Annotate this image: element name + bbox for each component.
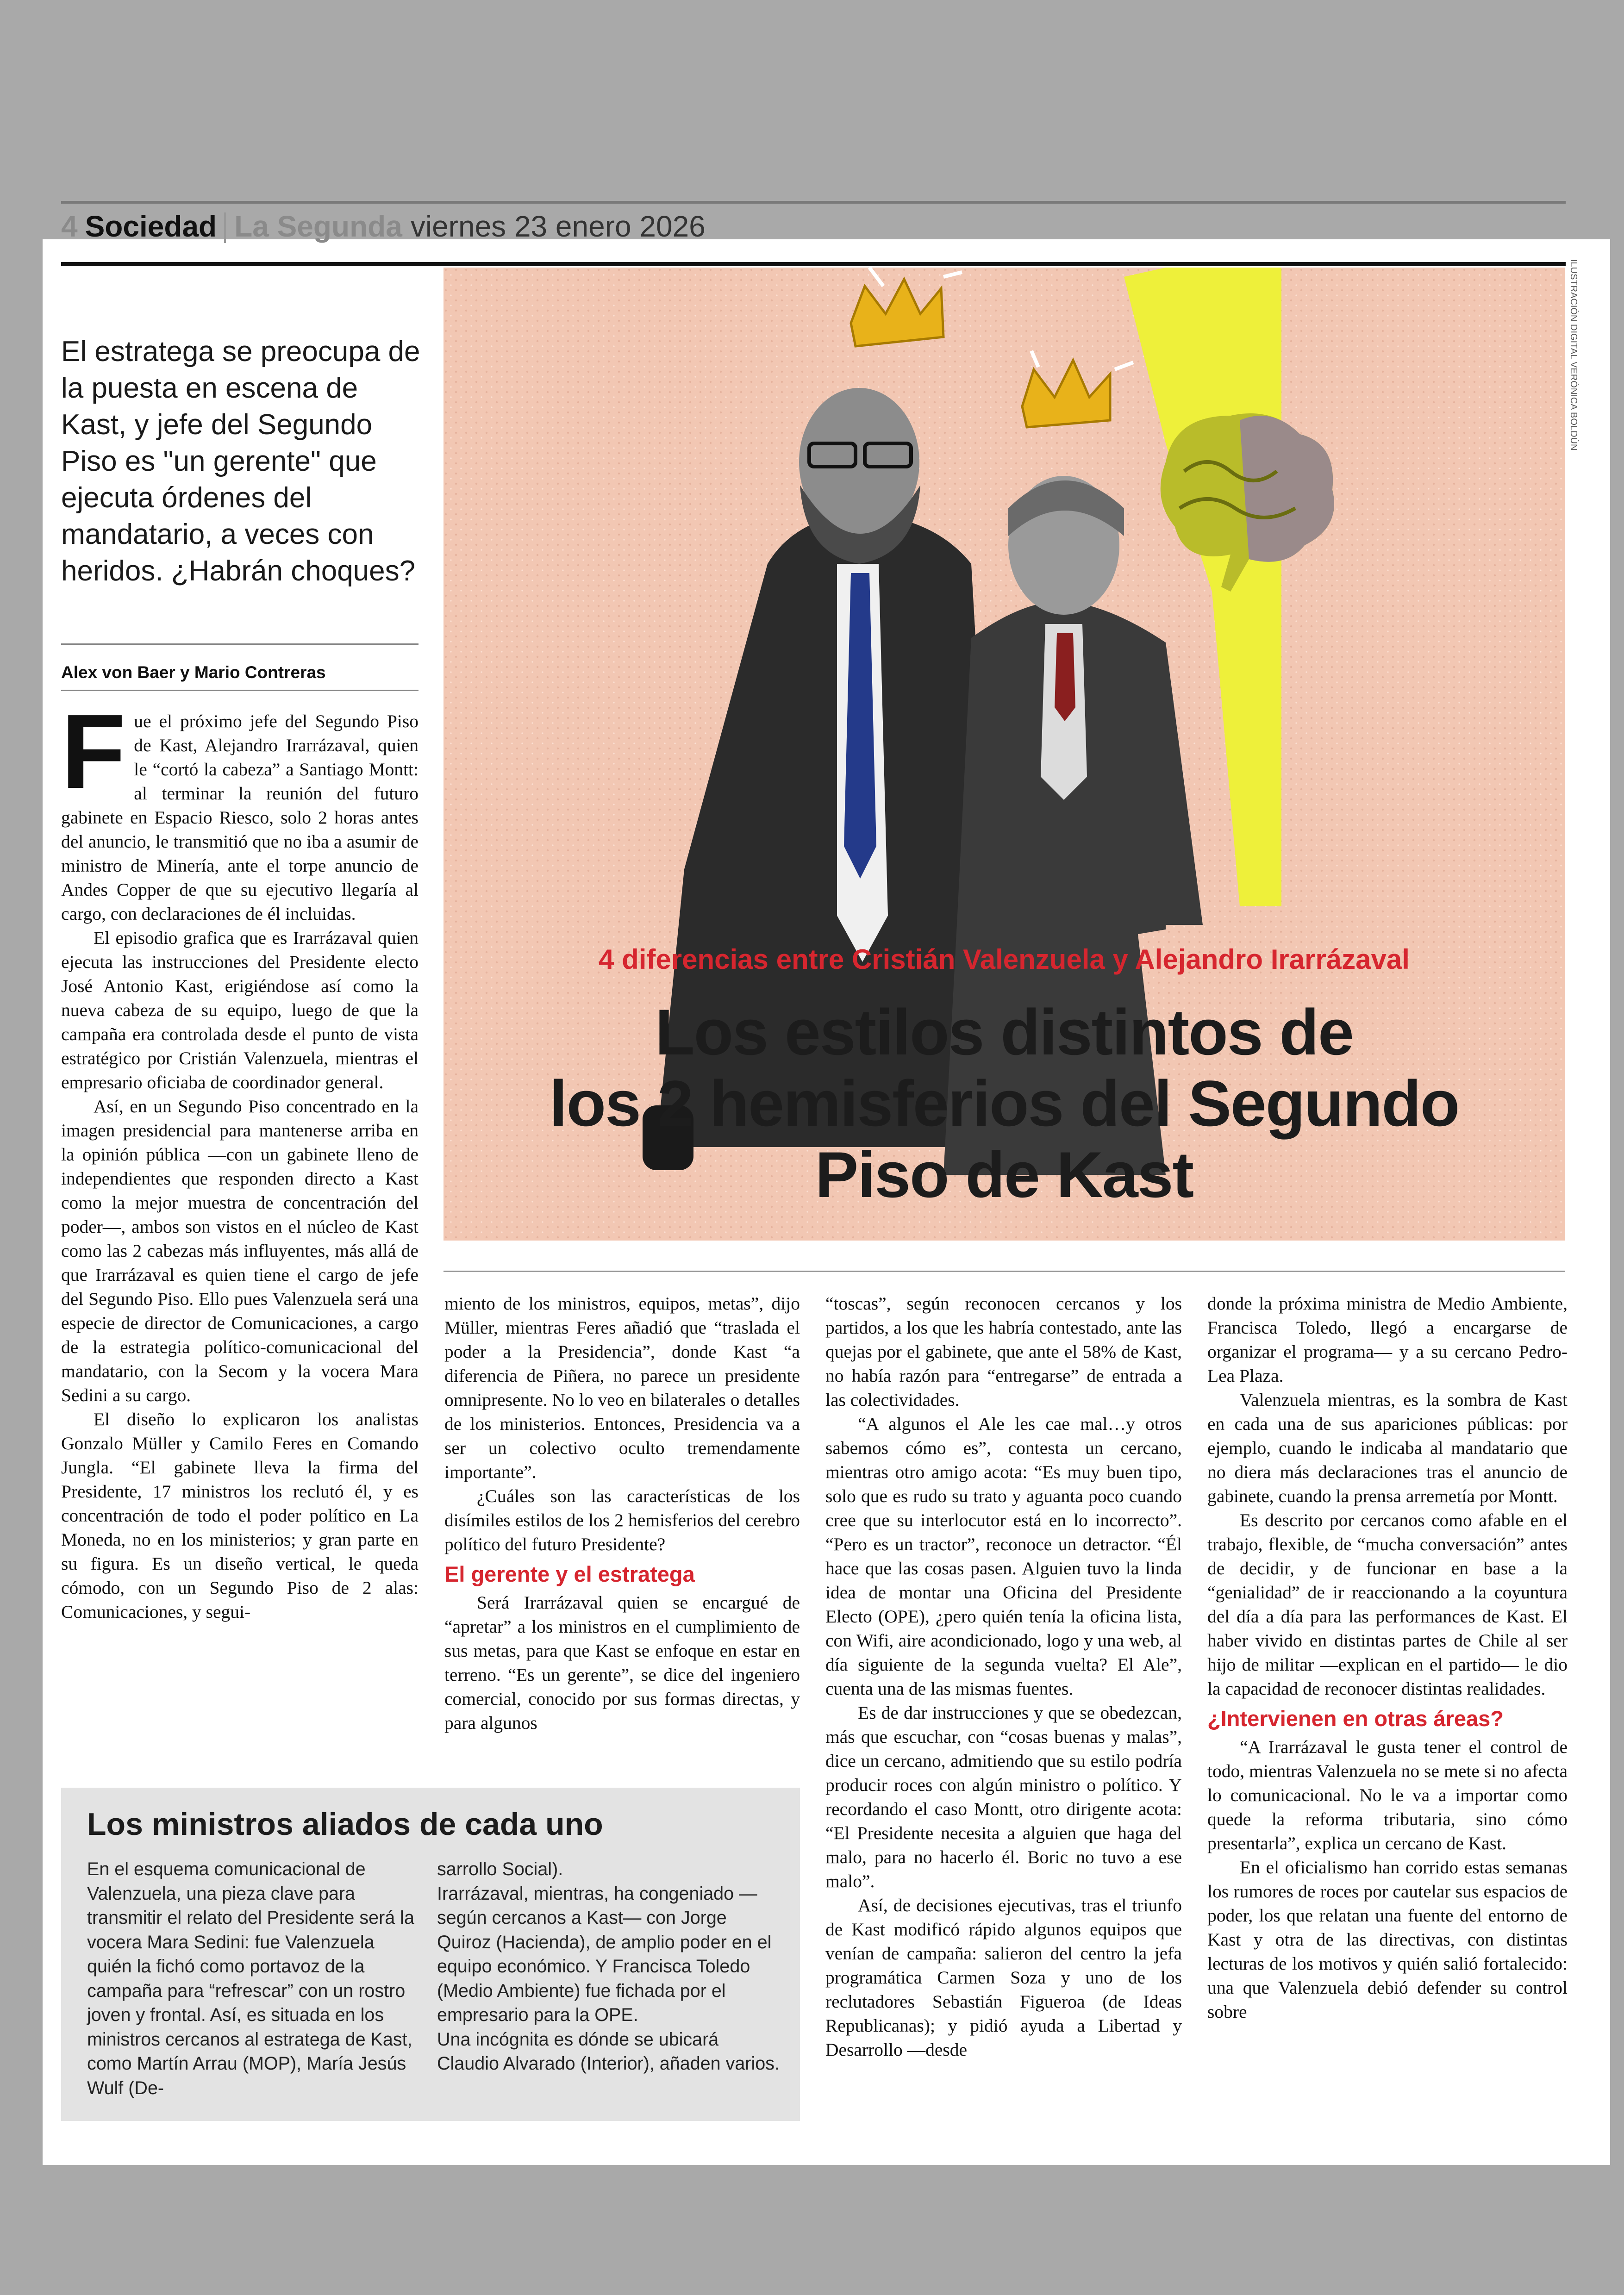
headline-line: los 2 hemisferios del Segundo (549, 1067, 1459, 1140)
box-title: Los ministros aliados de cada uno (87, 1807, 603, 1842)
paragraph: “toscas”, según reconocen cercanos y los partidos, a los que les habría contestado, ante las quejas por el gabinete, que ante el 58% de Kast, no había razón para “entregarse” de entrada a las colectividades. (825, 1293, 1182, 1410)
box-paragraph: sarrollo Social). (437, 1859, 563, 1879)
paragraph: Así, en un Segundo Piso concentrado en la imagen presidencial para mantenerse arriba en la opinión pública —con un gabinete lleno de independientes que responden directo a Kast como la mejor muestra de concentración del poder—, ambos son vistos en el núcleo de Kast como las 2 cabezas más influyentes, más allá de que Irarrázaval es quien tiene el cargo de jefe del Segundo Piso. Ello pues Valenzuela será una especie de director de Comunicaciones, a cargo de la estrategia político-comunicacional del mandatario, con la Secom y la vocera Mara Sedini a su cargo. (61, 1096, 418, 1405)
subhead: ¿Intervienen en otras áreas? (1207, 1706, 1504, 1731)
red-tie (1055, 633, 1075, 721)
hero-illustration (443, 268, 1565, 1241)
body-column-1 (61, 693, 418, 1624)
box-paragraph: En el esquema comunicacional de Valenzuela, una pieza clave para transmitir el relato del Presidente será la vocera Mara Sedini: fue Valenzuela quién la fichó como portavoz de la campaña para “refrescar” con un rostro joven y frontal. Así, es situada en los ministros cercanos al estratega de Kast, como Martín Arrau (MOP), María Jesús Wulf (De- (87, 1859, 414, 2098)
paragraph: Será Irarrázaval quien se encargué de “apretar” a los ministros en el cumplimiento de sus metas, para que Kast se enfoque en estar en terreno. “Es un gerente”, se dice del ingeniero comercial, conocido por sus formas directas, y para algunos (444, 1592, 800, 1733)
article-deck: El estratega se preocupa de la puesta en escena de Kast, y jefe del Segundo Piso es "un gerente" que ejecuta órdenes del mandatario, a veces con heridos. ¿Habrán choques? (61, 336, 420, 587)
sidebar-box (61, 1788, 800, 2121)
paragraph: “A Irarrázaval le gusta tener el control de todo, mientras Valenzuela no se mete si no afecta lo comunicacional. No le va a importar como quede la reforma tributaria, sino cómo presentarla”, explica un cercano de Kast. (1207, 1737, 1568, 1853)
box-paragraph: Irarrázaval, mientras, ha congeniado —según cercanos a Kast— con Jorge Quiroz (Hacienda), de amplio poder en el equipo económico. Y Francisca Toledo (Medio Ambiente) fue fichada por el empresario para la OPE. (437, 1883, 772, 2025)
paragraph: “A algunos el Ale les cae mal…y otros sabemos cómo es”, contesta un cercano, mientras otro amigo acota: “Es muy buen tipo, solo que es rudo su trato y aguanta poco cuando cree que su interlocutor está en lo incorrecto”. “Pero es un tractor”, reconoce un detractor. “Él hace que las cosas pasen. Alguien tuvo la linda idea de montar una Oficina del Presidente Electo (OPE), ¿pero quién tenía la oficina lista, con Wifi, aire acondicionado, logo y una web, al día siguiente de la segunda vuelta? El Ale”, cuenta una de las mismas fuentes. (825, 1414, 1182, 1699)
kicker: 4 diferencias entre Cristián Valenzuela y Alejandro Irarrázaval (599, 944, 1410, 975)
headline-line: Piso de Kast (815, 1138, 1193, 1211)
paragraph: El episodio grafica que es Irarrázaval quien ejecuta las instrucciones del Presidente electo José Antonio Kast, erigiéndose así como la nueva cabeza de su equipo, luego de que la campaña era controlada desde el punto de vista estratégico por Cristián Valenzuela, mientras el empresario oficiaba de coordinador general. (61, 928, 418, 1092)
headline-line: Los estilos distintos de (655, 996, 1353, 1068)
paragraph: ue el próximo jefe del Segundo Piso de Kast, Alejandro Irarrázaval, quien le “cortó la cabeza” a Santiago Montt: al terminar la reunión del futuro gabinete en Espacio Riesco, solo 2 horas antes del anuncio, le transmitió que no iba a asumir de ministro de Minería, ante el torpe anuncio de Andes Copper de que su ejecutivo llegaría al cargo, con declaraciones de él incluidas. (61, 711, 418, 924)
paragraph: Así, de decisiones ejecutivas, tras el triunfo de Kast modificó rápido algunos equipos que venían de campaña: salieron del centro la jefa programática Carmen Soza y uno de los reclutadores Sebastián Figueroa (de Ideas Republicanas); y pidió ayuda a Libertad y Desarrollo —desde (825, 1895, 1182, 2060)
paragraph: Es de dar instrucciones y que se obedezcan, más que escuchar, con “cosas buenas y malas”, dice un cercano, admitiendo que su estilo podría producir roces con algún ministro o político. Y recordando el caso Montt, otro dirigente acota: “El Presidente necesita a alguien que haga del malo, para no hacerlo él. Boric no tuvo a ese malo”. (825, 1703, 1182, 1891)
section-name: Sociedad (85, 210, 217, 243)
issue-date: viernes 23 enero 2026 (410, 210, 706, 243)
hero-rule (443, 1271, 1565, 1272)
subhead: El gerente y el estratega (444, 1562, 695, 1586)
body-column-4 (1207, 1291, 1568, 2024)
paragraph: El diseño lo explicaron los analistas Gonzalo Müller y Camilo Feres en Comando Jungla. “El gabinete lleva la firma del Presidente, 17 ministros los reclutó él, y es concentración de todo el poder político en La Moneda, no en los ministerios; y gran parte en su figura. Es un diseño vertical, le queda cómodo, con un Segundo Piso de 2 alas: Comunicaciones, y segui- (61, 1409, 418, 1622)
paragraph: donde la próxima ministra de Medio Ambiente, Francisca Toledo, llegó a encargarse de organizar el programa— y a su cercano Pedro-Lea Plaza. (1207, 1293, 1568, 1386)
deck-rule (61, 643, 418, 645)
headline (443, 997, 1565, 1210)
publication-name: La Segunda (234, 210, 402, 243)
box-paragraph: Una incógnita es dónde se ubicará Claudio Alvarado (Interior), añaden varios. (437, 2029, 780, 2074)
page-header (61, 209, 706, 246)
body-column-2 (444, 1291, 800, 1735)
illustration-credit: ILUSTRACIÓN DIGITAL VERÓNICA BOLDÚN (1568, 259, 1579, 451)
paragraph: Valenzuela mientras, es la sombra de Kast en cada una de sus apariciones públicas: por ejemplo, cuando le indicaba al mandatario que no diera más declaraciones tras el anuncio de gabinete, cuando la prensa arremetía por Montt. (1207, 1390, 1568, 1506)
paragraph: ¿Cuáles son las características de los disímiles estilos de los 2 hemisferios del cerebro político del futuro Presidente? (444, 1486, 800, 1554)
page-number: 4 (61, 210, 78, 243)
byline: Alex von Baer y Mario Contreras (61, 663, 326, 682)
paragraph: miento de los ministros, equipos, metas”, dijo Müller, mientras Feres añadió que “traslada el poder a la Presidencia”, donde Kast “a diferencia de Piñera, no parece un presidente omnipresente. No lo veo en bilaterales o detalles de los ministerios. Entonces, Presidencia va a ser un colectivo oculto tremendamente importante”. (444, 1293, 800, 1482)
box-column-2 (437, 1857, 780, 2076)
drop-cap: F (61, 693, 126, 811)
header-top-rule (61, 201, 1566, 204)
box-column-1 (87, 1857, 420, 2100)
paragraph: Es descrito por cercanos como afable en el trabajo, flexible, de “mucha conversación” antes de decidir, y de funcionar en base a la “genialidad” de ir reaccionando a la coyuntura del día a día para las performances de Kast. El haber vivido en distintas partes de Chile al ser hijo de militar —explican en el partido— le dio la capacidad de reconocer distintas realidades. (1207, 1510, 1568, 1699)
illustration-credit-wrap (1565, 259, 1583, 491)
body-column-3 (825, 1291, 1182, 2062)
paragraph: En el oficialismo han corrido estas semanas los rumores de roces por cautelar sus espacios de poder, los que relatan una fuente del entorno de Kast y otra de las directivas, con distintas lecturas de los motivos y quién salió fortalecido: una que Valenzuela debió defender su control sobre (1207, 1857, 1568, 2022)
byline-rule (61, 690, 418, 691)
header-separator (224, 212, 226, 243)
header-rule (61, 262, 1566, 266)
